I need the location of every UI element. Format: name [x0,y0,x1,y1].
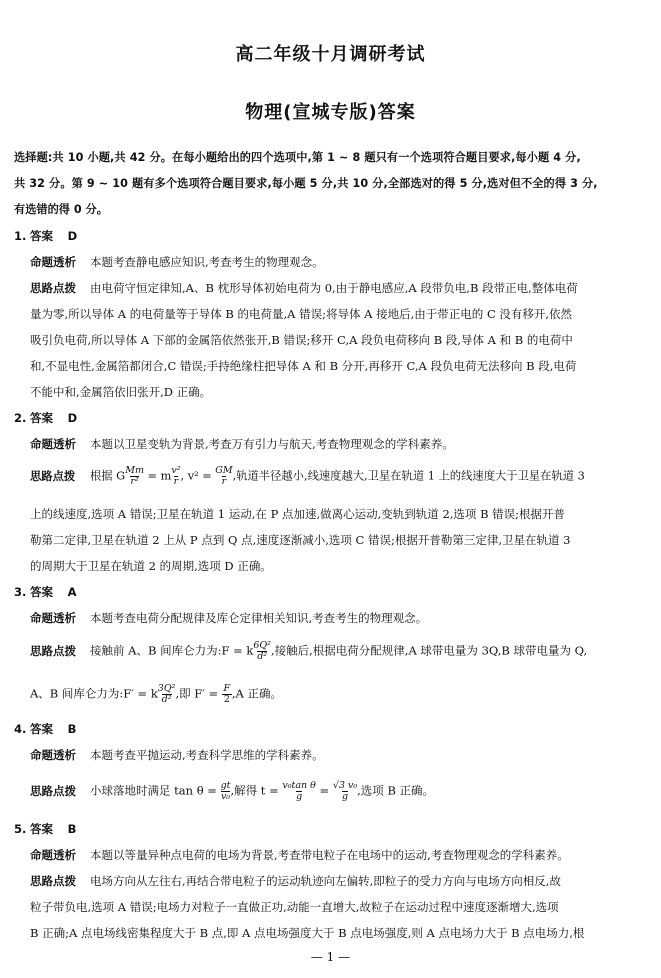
page-subtitle: 物理(宣城专版)答案 [245,102,416,123]
q1-review-label: 命题透析 [30,255,76,269]
q2-fraction-1-den: r² [130,476,139,487]
q5-review-line [30,848,569,862]
q2-answer-label: 答案 [30,411,54,425]
intro-line-2: 共 32 分。第 9 ~ 10 题有多个选项符合题目要求,每小题 5 分,共 10 分,全部选对的得 5 分,选对但不全的得 3 分, [14,177,598,190]
q3-review-text: 本题考查电荷分配规律及库仑定律相关知识,考查考生的物理观念。 [90,611,428,625]
q3-hint-text-1: ,接触后,根据电荷分配规律,A 球带电量为 3Q,B 球带电量为 Q, [271,643,588,658]
q2-fraction-3-den: r [221,476,227,487]
q3-hint-text-2: ,A 正确。 [231,686,282,701]
q5-answer-line [14,822,76,836]
q3-hint-line-2 [30,684,282,705]
q1-hint-label: 思路点拨 [30,281,76,295]
q5-review-text: 本题以等量异种点电荷的电场为背景,考查带电粒子在电场中的运动,考查物理观念的学科素养。 [90,848,569,862]
page-title: 高二年级十月调研考试 [235,44,426,65]
q4-fraction-2-num: v₀tan θ [282,780,316,791]
q4-answer-value: B [67,722,77,736]
q4-hint-line [30,781,434,802]
q3-review-line [30,611,427,625]
q3-hint-label: 思路点拨 [30,643,76,658]
q5-hint-text-1: 电场方向从左往右,再结合带电粒子的运动轨迹向左偏转,即粒子的受力方向与电场方向相反,故 [90,874,561,888]
q3-fraction-2-den: d² [161,694,172,705]
q2-hint-label: 思路点拨 [30,469,76,483]
q2-eq-1: = m [143,469,172,483]
q2-review-line [30,437,454,451]
q5-review-label: 命题透析 [30,848,76,862]
q4-review-text: 本题考查平抛运动,考查科学思维的学科素养。 [90,748,324,762]
q3-number: 3. [14,585,27,599]
q4-fraction-1 [221,781,231,802]
q5-hint-text-3: B 正确;A 点电场线密集程度大于 B 点,即 A 点电场强度大于 B 点电场强度,则 A 点电场力大于 B 点电场力,根 [30,926,585,940]
q2-review-label: 命题透析 [30,437,76,451]
q4-formula-prefix: 小球落地时满足 tan θ = [90,783,221,798]
q3-answer-value: A [67,585,77,599]
q2-review-text: 本题以卫星变轨为背景,考查万有引力与航天,考查物理观念的学科素养。 [90,437,454,451]
q3-fraction-3-den: 2 [223,694,230,705]
q1-answer-label: 答案 [30,229,54,243]
q2-fraction-2-den: r [173,476,179,487]
q4-fraction-2 [282,781,316,802]
q4-answer-label: 答案 [30,722,54,736]
q4-fraction-3-num: √3 v₀ [332,780,358,791]
q4-fraction-1-den: v₀ [220,791,231,802]
q3-fraction-2-num: 3Q² [157,683,176,694]
q3-review-label: 命题透析 [30,611,76,625]
q2-fraction-3-num: GM [215,465,233,476]
q2-fraction-1 [125,466,144,487]
q2-hint-text-4: 的周期大于卫星在轨道 2 的周期,选项 D 正确。 [30,559,272,573]
q3-fraction-3-num: F [223,683,231,694]
q5-answer-value: B [67,822,77,836]
q3-fraction-1-num: 6Q² [253,640,271,651]
q4-answer-line [14,722,76,736]
q4-fraction-1-num: gt [220,780,231,791]
q2-number: 2. [14,411,27,425]
q3-hint-line [30,641,587,662]
q1-answer-line [14,229,77,243]
q5-answer-label: 答案 [30,822,54,836]
q5-hint-text-2: 粒子带负电,选项 A 错误;电场力对粒子一直做正功,动能一直增大,故粒子在运动过程中速度逐渐增大,选项 [30,900,559,914]
q2-hint-text-1: ,轨道半径越小,线速度越大,卫星在轨道 1 上的线速度大于卫星在轨道 3 [232,469,585,483]
q4-fraction-2-den: g [296,791,303,802]
q3-fraction-3 [222,684,232,705]
q2-hint-line [30,466,585,487]
q5-hint-line [30,874,561,888]
q4-fraction-3 [333,781,357,802]
q1-hint-line [30,281,578,295]
q1-hint-text-5: 不能中和,金属箔依旧张开,D 正确。 [30,385,212,399]
q3-answer-line [14,585,77,599]
q1-number: 1. [14,229,27,243]
q4-hint-label: 思路点拨 [30,783,76,798]
q4-review-line [30,748,324,762]
q2-fraction-3 [215,466,232,487]
q4-number: 4. [14,722,27,736]
q1-review-line [30,255,324,269]
q5-hint-label: 思路点拨 [30,874,76,888]
q1-hint-text-3: 吸引负电荷,所以导体 A 下部的金属箔依然张开,B 错误;移开 C,A 段负电荷移向 B 段,导体 A 和 B 的电荷中 [30,333,573,347]
q4-hint-text-1: ,选项 B 正确。 [357,783,435,798]
q1-hint-text-4: 和,不显电性,金属箔都闭合,C 错误;手持绝缘柱把导体 A 和 B 分开,再移开 C,A 段负电荷无法移向 B 段,电荷 [30,359,577,373]
q4-review-label: 命题透析 [30,748,76,762]
q2-fraction-2-num: v² [171,465,181,476]
intro-line-1: 选择题:共 10 小题,共 42 分。在每小题给出的四个选项中,第 1 ~ 8 题只有一个选项符合题目要求,每小题 4 分, [14,151,581,164]
q1-hint-text-2: 量为零,所以导体 A 的电荷量等于导体 B 的电荷量,A 错误;将导体 A 接地后,由于带正电的 C 没有移开,依然 [30,307,573,321]
q1-hint-text-1: 由电荷守恒定律知,A、B 枕形导体初始电荷为 0,由于静电感应,A 段带负电,B 段带正电,整体电荷 [90,281,578,295]
q3-fraction-2 [158,684,176,705]
q3-fraction-1 [253,641,271,662]
q5-number: 5. [14,822,27,836]
q3-formula-2-prefix: A、B 间库仑力为:F′ = k [30,686,158,701]
q2-hint-text-3: 勒第二定律,卫星在轨道 2 上从 P 点到 Q 点,速度逐渐减小,选项 C 错误;根据开普勒第三定律,卫星在轨道 3 [30,533,571,547]
q3-formula-prefix: 接触前 A、B 间库仑力为:F = k [90,643,254,658]
q4-formula-mid: ,解得 t = [230,783,283,798]
q2-answer-value: D [67,411,78,425]
q1-review-text: 本题考查静电感应知识,考查考生的物理观念。 [90,255,324,269]
q4-fraction-3-den: g [341,791,349,802]
page-number: — 1 — [310,950,351,964]
q2-fraction-1-num: Mm [125,465,144,476]
q3-answer-label: 答案 [30,585,54,599]
q2-formula-prefix: 根据 G [90,469,126,483]
q3-fraction-1-den: d² [257,651,268,662]
q2-hint-text-2: 上的线速度,选项 A 错误;卫星在轨道 1 运动,在 P 点加速,做离心运动,变轨到轨道 2,选项 B 错误;根据开普 [30,507,566,521]
q4-formula-eq: = [315,783,333,798]
intro-line-3: 有选错的得 0 分。 [14,203,108,216]
q2-eq-2: , v² = [180,469,216,483]
q3-formula-2-mid: ,即 F′ = [175,686,222,701]
q2-fraction-2 [171,466,180,487]
q2-answer-line [14,411,77,425]
q1-answer-value: D [67,229,78,243]
